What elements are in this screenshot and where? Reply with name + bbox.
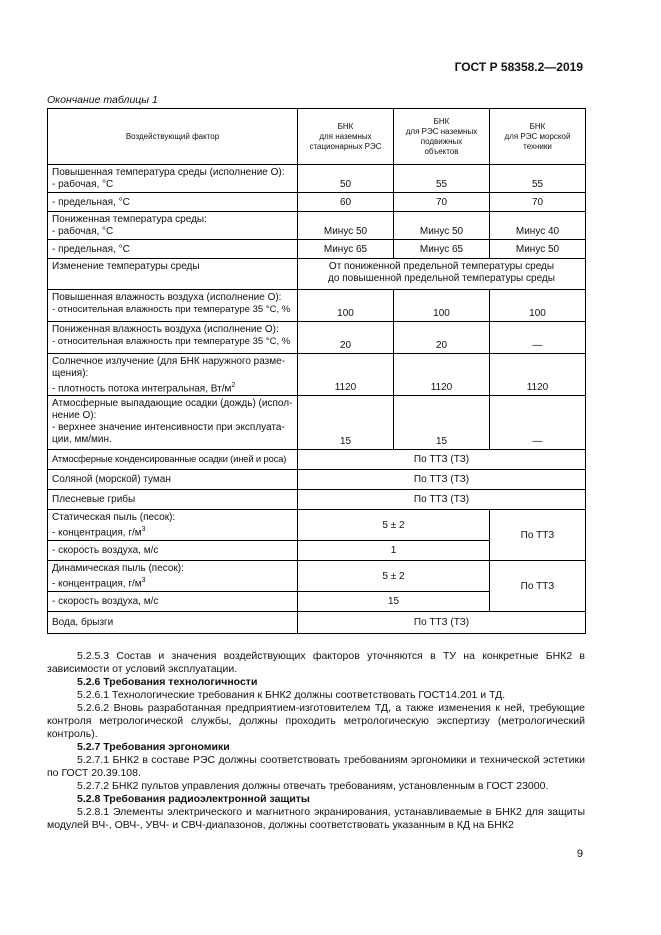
- table-row: [48, 165, 586, 193]
- header-line: БНК: [529, 121, 546, 131]
- header-line: для наземных: [319, 131, 372, 141]
- cell-value: 70: [490, 193, 586, 212]
- cell-value: —: [490, 396, 586, 450]
- table-row: [48, 510, 586, 541]
- cell-value: Минус 50: [490, 240, 586, 259]
- cell-value: 5 ± 2: [298, 561, 490, 592]
- merged-cell: По ТТЗ (ТЗ): [298, 612, 586, 634]
- merged-cell: По ТТЗ (ТЗ): [298, 470, 586, 490]
- row-label: Пониженная влажность воздуха (исполнение О): - относительная влажность при температуре 35 °С, %: [48, 322, 298, 354]
- paragraph: 5.2.8.1 Элементы электрического и магнитного экранирования, устанавливаемые в БНК2 для защиты модулей ВЧ-, ОВЧ-, УВЧ- и СВЧ-диапазонов, должны соответствовать указанным в КД на БНК2: [47, 806, 585, 831]
- table-row: [48, 290, 586, 322]
- cell-value: Минус 65: [394, 240, 490, 259]
- paragraph: 5.2.7.1 БНК2 в составе РЭС должны соответствовать требованиям эргономики и технической эстетики по ГОСТ 20.39.108.: [47, 754, 585, 779]
- cell-value: Минус 50: [394, 212, 490, 240]
- cell-value: 1: [298, 541, 490, 561]
- cell-value: 60: [298, 193, 394, 212]
- row-label: Соляной (морской) туман: [48, 470, 298, 490]
- row-label: Солнечное излучение (для БНК наружного разме- щения): - плотность потока интегральная, $Вт/м^2$: [48, 354, 298, 396]
- header-marine: [490, 109, 586, 165]
- row-label: Плесневые грибы: [48, 490, 298, 510]
- header-stationary: [298, 109, 394, 165]
- cell-value: 1120: [394, 354, 490, 396]
- merged-cell: По ТТЗ: [490, 510, 586, 561]
- row-label: Динамическая пыль (песок): - концентрация, $г/м^3$: [48, 561, 298, 592]
- header-line: БНК: [337, 121, 354, 131]
- row-label: Повышенная температура среды (исполнение О): - рабочая, °С: [48, 165, 298, 193]
- cell-value: 55: [394, 165, 490, 193]
- row-label: - предельная, °С: [48, 193, 298, 212]
- cell-value: 1120: [298, 354, 394, 396]
- table-row: [48, 396, 586, 450]
- row-label: Атмосферные конденсированные осадки (иней и роса): [48, 450, 298, 470]
- cell-value: 20: [298, 322, 394, 354]
- paragraph: 5.2.5.3 Состав и значения воздействующих факторов уточняются в ТУ на конкретные БНК2 в зависимости от условий эксплуатации.: [47, 650, 585, 675]
- page-number: 9: [576, 848, 583, 860]
- row-label: - скорость воздуха, м/с: [48, 541, 298, 561]
- cell-value: 50: [298, 165, 394, 193]
- table-row: [48, 354, 586, 396]
- table-row: [48, 450, 586, 470]
- cell-value: 15: [298, 396, 394, 450]
- row-label: - скорость воздуха, м/с: [48, 592, 298, 612]
- merged-cell: По ТТЗ: [490, 561, 586, 612]
- cell-value: 20: [394, 322, 490, 354]
- environmental-factors-table: [47, 108, 586, 634]
- header-line: БНК: [433, 116, 450, 126]
- header-line: подвижных: [420, 136, 463, 146]
- row-label: Вода, брызги: [48, 612, 298, 634]
- header-line: объектов: [424, 146, 459, 156]
- header-line: стационарных РЭС: [309, 141, 382, 151]
- table-row: [48, 561, 586, 592]
- cell-value: Минус 50: [298, 212, 394, 240]
- cell-value: —: [490, 322, 586, 354]
- table-row: [48, 322, 586, 354]
- table-row: [48, 212, 586, 240]
- merged-cell: От пониженной предельной температуры среды до повышенной предельной температуры среды: [298, 259, 586, 290]
- header-line: техники: [523, 141, 552, 151]
- section-heading: 5.2.7 Требования эргономики: [77, 741, 230, 753]
- paragraph: 5.2.6.1 Технологические требования к БНК2 должны соответствовать ГОСТ14.201 и ТД.: [77, 689, 506, 701]
- section-heading: 5.2.6 Требования технологичности: [77, 676, 258, 688]
- row-label: Изменение температуры среды: [48, 259, 298, 290]
- row-label: Повышенная влажность воздуха (исполнение О): - относительная влажность при температуре 35 °С, %: [48, 290, 298, 322]
- paragraph: 5.2.6.2 Вновь разработанная предприятием-изготовителем ТД, а также изменения к ней, требующие контроля метрологической службы, должны проходить метрологическую экспертизу (метрологический контроль).: [47, 702, 585, 740]
- header-factor: Воздействующий фактор: [48, 109, 298, 165]
- cell-value: 100: [394, 290, 490, 322]
- table-row: [48, 193, 586, 212]
- cell-value: 70: [394, 193, 490, 212]
- merged-cell: По ТТЗ (ТЗ): [298, 490, 586, 510]
- cell-value: 100: [298, 290, 394, 322]
- cell-value: 5 ± 2: [298, 510, 490, 541]
- paragraph: 5.2.7.2 БНК2 пультов управления должны отвечать требованиям, установленным в ГОСТ 23000.: [77, 780, 549, 792]
- merged-cell: По ТТЗ (ТЗ): [298, 450, 586, 470]
- table-caption: Окончание таблицы 1: [47, 94, 158, 106]
- cell-value: 100: [490, 290, 586, 322]
- table-row: [48, 490, 586, 510]
- cell-value: 55: [490, 165, 586, 193]
- cell-value: Минус 40: [490, 212, 586, 240]
- row-label: Пониженная температура среды: - рабочая, °С: [48, 212, 298, 240]
- body-text: [47, 650, 585, 832]
- cell-value: 15: [298, 592, 490, 612]
- header-line: для РЭС наземных: [405, 126, 478, 136]
- table-row: [48, 259, 586, 290]
- table-row: [48, 470, 586, 490]
- section-heading: 5.2.8 Требования радиоэлектронной защиты: [77, 793, 310, 805]
- cell-value: 1120: [490, 354, 586, 396]
- header-line: для РЭС морской: [504, 131, 571, 141]
- cell-value: Минус 65: [298, 240, 394, 259]
- table-header-row: [48, 109, 586, 165]
- table-row: [48, 612, 586, 634]
- cell-value: 15: [394, 396, 490, 450]
- table-row: [48, 240, 586, 259]
- row-label: - предельная, °С: [48, 240, 298, 259]
- row-label: Статическая пыль (песок): - концентрация, $г/м^3$: [48, 510, 298, 541]
- document-code: ГОСТ Р 58358.2—2019: [454, 60, 583, 74]
- row-label: Атмосферные выпадающие осадки (дождь) (испол- нение О): - верхнее значение интенсивности при эксплуата- ции, мм/мин.: [48, 396, 298, 450]
- header-mobile: [394, 109, 490, 165]
